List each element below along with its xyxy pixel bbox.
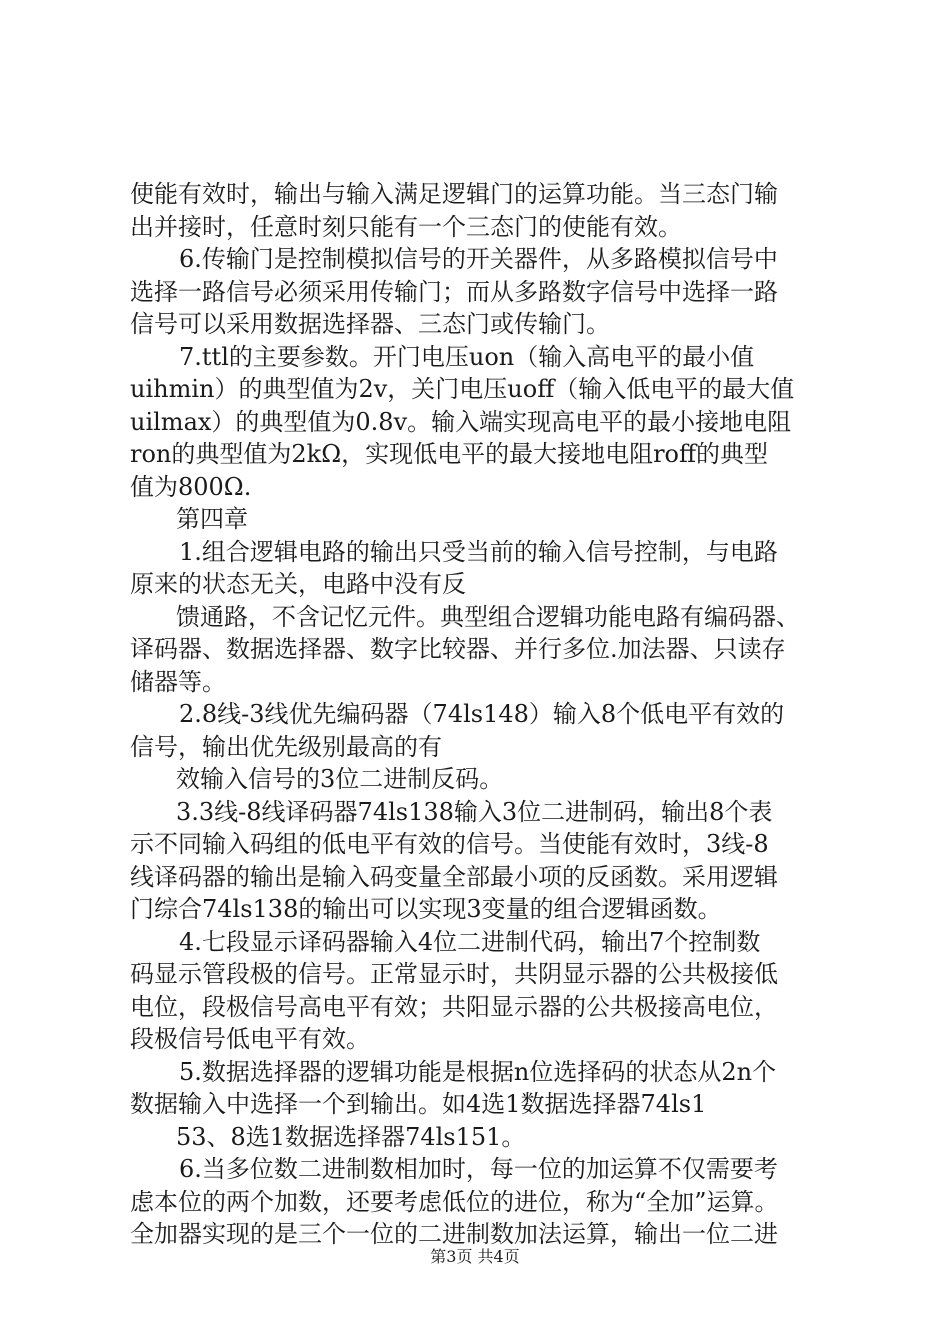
text-line: 储器等。 [130,667,226,696]
text-line: 使能有效时，输出与输入满足逻辑门的运算功能。当三态门输 [130,180,778,208]
text-line: 5.数据选择器的逻辑功能是根据n位选择码的状态从2n个 [179,1057,777,1086]
text-line: 6.传输门是控制模拟信号的开关器件，从多路模拟信号中 [179,245,778,273]
text-line: 数据输入中选择一个到输出。如4选1数据选择器74ls1 [130,1090,707,1118]
text-line: 示不同输入码组的低电平有效的信号。当使能有效时，3线-8 [130,830,769,858]
text-line: 段极信号低电平有效。 [130,1025,370,1053]
text-line: 出并接时，任意时刻只能有一个三态门的使能有效。 [130,212,682,241]
text-line: 虑本位的两个加数，还要考虑低位的进位，称为“全加”运算。 [130,1187,779,1216]
chapter-heading: 第四章 [176,505,248,533]
text-line: 值为800Ω. [130,472,252,501]
text-line: 1.组合逻辑电路的输出只受当前的输入信号控制，与电路 [179,537,778,566]
text-line: 信号可以采用数据选择器、三态门或传输门。 [130,310,610,338]
text-line: 4.七段显示译码器输入4位二进制代码，输出7个控制数 [179,927,761,956]
text-line: 码显示管段极的信号。正常显示时，共阴显示器的公共极接低 [130,960,778,988]
text-line: 电位，段极信号高电平有效；共阳显示器的公共极接高电位， [130,992,778,1021]
text-line: 7.ttl的主要参数。开门电压uon（输入高电平的最小值 [179,342,755,371]
page-footer: 第3页 共4页 [430,1247,520,1266]
text-line: 2.8线-3线优先编码器（74ls148）输入8个低电平有效的 [179,700,785,728]
text-line: 53、8选1数据选择器74ls151。 [176,1122,526,1151]
text-line: 译码器、数据选择器、数字比较器、并行多位.加法器、只读存 [130,635,786,663]
text-line: 选择一路信号必须采用传输门；而从多路数字信号中选择一路 [130,277,778,306]
text-line: 原来的状态无关，电路中没有反 [130,570,466,598]
text-line: uihmin）的典型值为2v，关门电压uoff（输入低电平的最大值 [130,375,795,403]
text-line: uilmax）的典型值为0.8v。输入端实现高电平的最小接地电阻 [130,407,792,436]
text-line: 门综合74ls138的输出可以实现3变量的组合逻辑函数。 [130,895,722,923]
text-line: 6.当多位数二进制数相加时，每一位的加运算不仅需要考 [179,1155,778,1183]
text-line: 信号，输出优先级别最高的有 [130,732,442,761]
text-line: 3.3线-8线译码器74ls138输入3位二进制码，输出8个表 [176,797,773,826]
text-line: ron的典型值为2kΩ，实现低电平的最大接地电阻roff的典型 [130,440,769,468]
text-line: 全加器实现的是三个一位的二进制数加法运算，输出一位二进 [130,1220,778,1248]
text-line: 线译码器的输出是输入码变量全部最小项的反函数。采用逻辑 [130,862,778,891]
text-line: 馈通路，不含记忆元件。典型组合逻辑功能电路有编码器、 [176,602,800,631]
text-line: 效输入信号的3位二进制反码。 [176,765,504,793]
body-text [130,178,830,1251]
